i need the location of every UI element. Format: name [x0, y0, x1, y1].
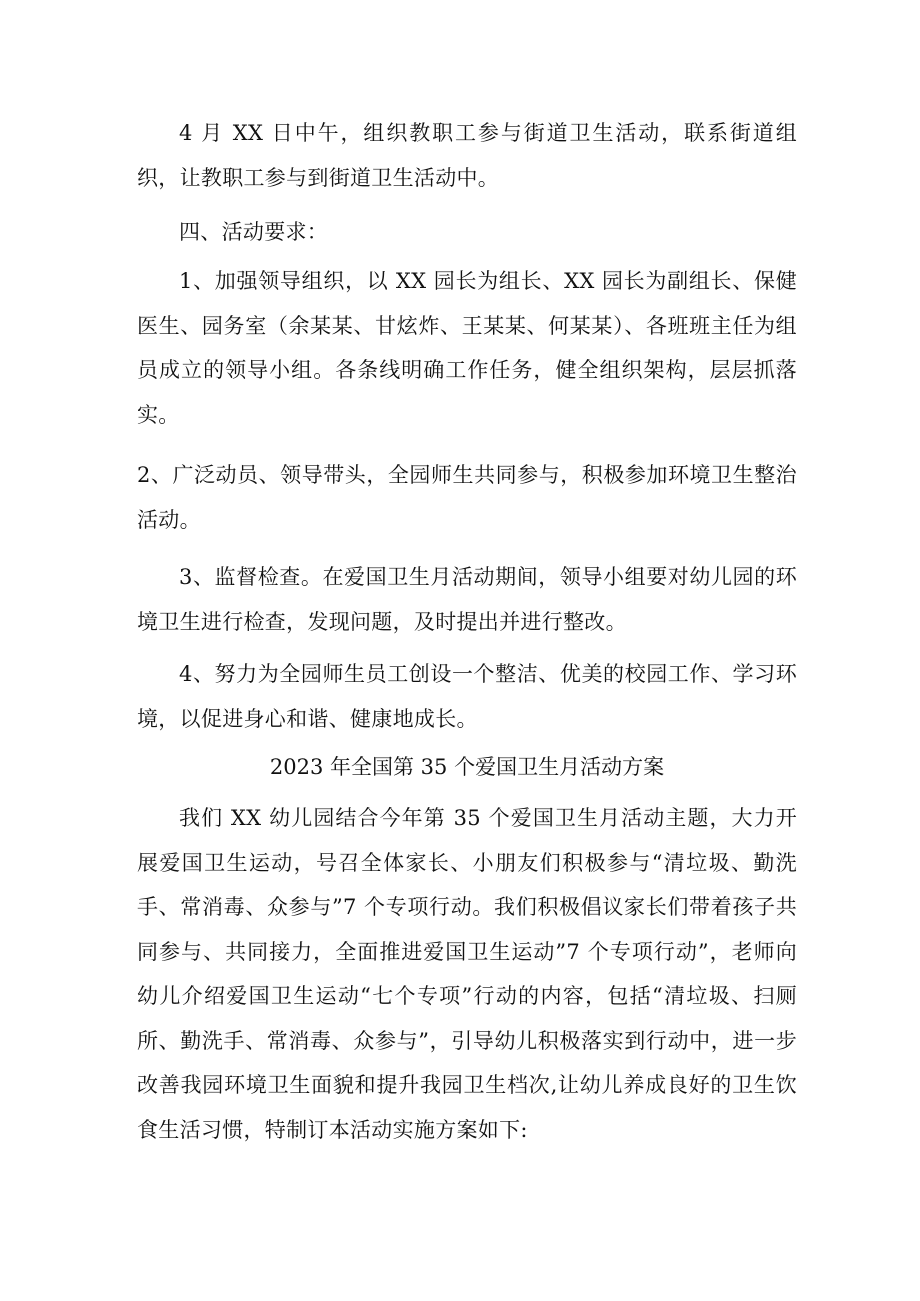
text-line: 卫生饮食生活习惯，特制订本活动实施方案如下:	[137, 1073, 797, 1142]
text-line: 一步改善我园环境卫生面貌和提升我园卫生档次,让幼儿养成良好的	[137, 1028, 797, 1097]
text-line: 厕所、勤洗手、常消毒、众参与”，引导幼儿积极落实到行动中，进	[137, 984, 797, 1053]
paragraph-requirement-3	[137, 555, 797, 644]
paragraph-street-activity	[137, 111, 797, 200]
text-line: 1、加强领导组织，以 XX 园长为组长、XX 园长为副组长、保健医	[137, 269, 797, 338]
text-line: 让教职工参与到街道卫生活动中。	[179, 165, 500, 190]
text-line: 四、活动要求：	[179, 220, 329, 244]
text-line: 常消毒、众参与”7 个专项行动。我们积极倡议家长们带着孩子共同	[137, 895, 797, 964]
text-line: 2、广泛动员、领导带头，全园师生共同参与，积极参加环境卫生整治	[137, 463, 797, 487]
text-line: 员成立的领导小组。各条线明确工作任务，健全组织架构，层层抓落	[137, 358, 797, 382]
text-line: 境卫生进行检查，发现问题，及时提出并进行整改。	[137, 609, 627, 634]
paragraph-requirement-2	[137, 453, 797, 542]
paragraph-requirement-1	[137, 259, 797, 437]
text-line: 4、努力为全园师生员工创设一个整洁、优美的校园工作、学习环	[179, 662, 797, 686]
text-line: 3、监督检查。在爱国卫生月活动期间，领导小组要对幼儿园的环	[179, 565, 797, 589]
text-line: 4 月 XX 日中午，组织教职工参与街道卫生活动，联系街道组织，	[137, 121, 797, 190]
text-line: 实。	[137, 402, 180, 427]
text-line: 活动。	[137, 507, 201, 532]
paragraph-requirement-4	[137, 652, 797, 741]
text-line: 生、园务室（余某某、甘炫炸、王某某、何某某）、各班班主任为组	[158, 313, 797, 338]
text-line: 境，以促进身心和谐、健康地成长。	[137, 706, 478, 731]
document-title: 2023 年全国第 35 个爱国卫生月活动方案	[269, 755, 665, 779]
paragraph-plan-intro	[137, 796, 797, 1152]
text-line: 爱国卫生运动，号召全体家长、小朋友们积极参与“清垃圾、勤洗手、	[137, 850, 797, 919]
section-heading-requirements	[137, 210, 797, 255]
text-line: 参与、共同接力，全面推进爱国卫生运动”7 个专项行动”，老师向	[159, 939, 797, 964]
text-line: 我们 XX 幼儿园结合今年第 35 个爱国卫生月活动主题，大力开展	[137, 806, 797, 875]
text-line: 幼儿介绍爱国卫生运动“七个专项”行动的内容，包括“清垃圾、扫	[137, 984, 776, 1008]
